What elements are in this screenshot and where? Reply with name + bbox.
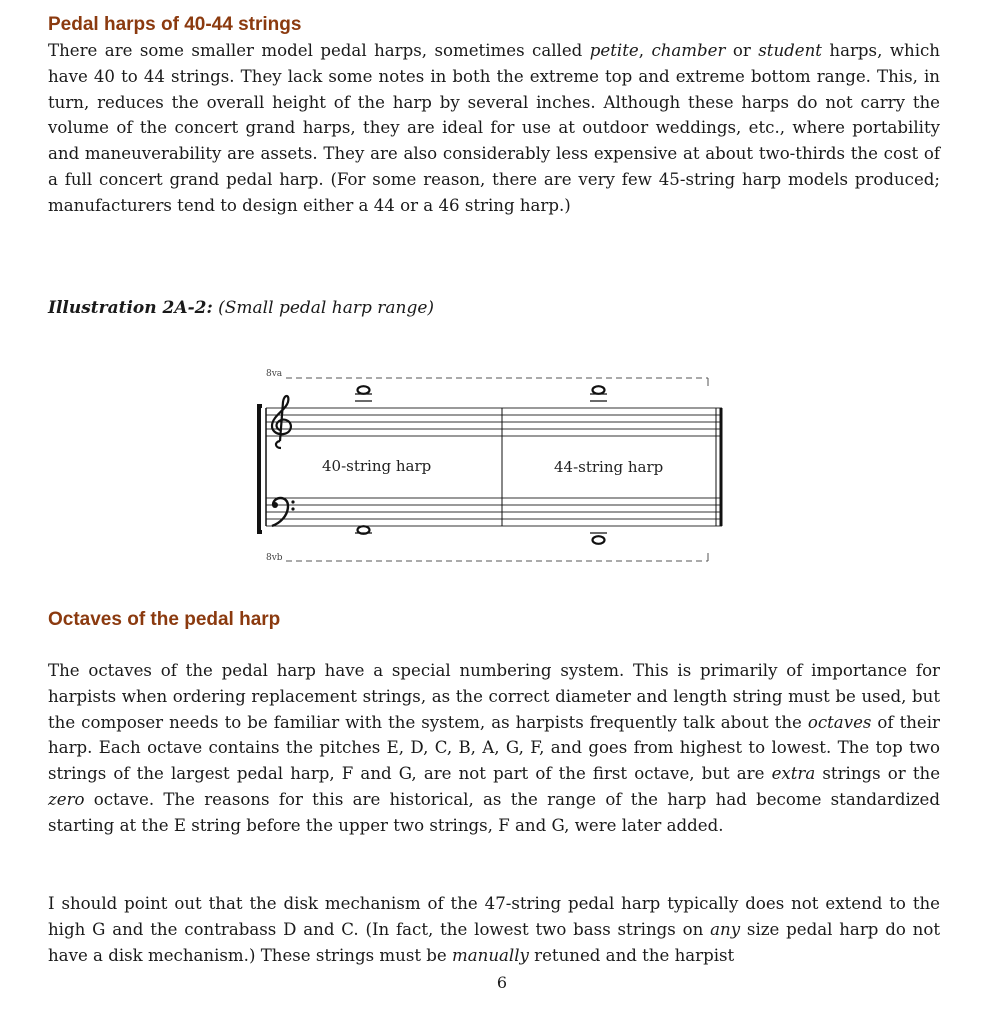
emphasis-text: student <box>758 41 822 60</box>
emphasis-text: petite <box>589 41 639 60</box>
ottava-bassa-mark: 8vb <box>266 553 283 563</box>
paragraph-disk-mechanism: I should point out that the disk mechanism of the 47-string pedal harp typically does not extend to the high G and the contrabass D and C. (In fact, the lowest two bass strings on any size pedal harp do not have a disk mechanism.) These strings must be manually retuned and the harpist <box>48 894 940 965</box>
measure-label-44-string: 44-string harp <box>554 458 664 476</box>
page-number: 6 <box>496 973 508 992</box>
emphasis-text: any <box>710 919 741 939</box>
illustration-description: (Small pedal harp range) <box>218 298 435 318</box>
emphasis-text: zero <box>48 789 85 809</box>
paragraph-small-pedal-harps: There are some smaller model pedal harps, sometimes called petite, chamber or student harps, which have 40 to 44 strings. They lack some notes in both the extreme top and extreme bottom range. This, in turn, reduces the overall height of the harp by several inches. Although these harps do not carry the volume of the concert grand harps, they are ideal for use at outdoor weddings, etc., where portability and maneuverability are assets. They are also considerably less expensive at about two-thirds the cost of a full concert grand pedal harp. (For some reason, there are very few 45-string harp models produced; manufacturers tend to design either a 44 or a 46 string harp.) <box>48 41 940 215</box>
note-low-44-string <box>590 533 607 544</box>
illustration-caption <box>48 298 434 318</box>
emphasis-text: octaves <box>807 712 872 732</box>
measure-label-40-string: 40-string harp <box>322 457 432 475</box>
note-high-40-string <box>355 386 372 401</box>
illustration-label: Illustration 2A-2: <box>48 298 213 318</box>
paragraph-octaves: The octaves of the pedal harp have a special numbering system. This is primarily of importance for harpists when ordering replacement strings, as the correct diameter and length string must be used, but the composer needs to be familiar with the system, as harpists frequently talk about the octaves of their harp. Each octave contains the pitches E, D, C, B, A, G, F, and goes from highest to lowest. The top two strings of the largest pedal harp, F and G, are not part of the first octave, but are extra strings or the zero octave. The reasons for this are historical, as the range of the harp had become standardized starting at the E string before the upper two strings, F and G, were later added. <box>48 661 941 835</box>
treble-staff <box>266 408 722 436</box>
note-low-40-string <box>355 526 372 534</box>
emphasis-text: extra <box>771 764 816 784</box>
section-heading-octaves: Octaves of the pedal harp <box>48 609 281 630</box>
note-high-44-string <box>590 386 607 401</box>
system-brace <box>259 406 262 532</box>
music-staff-figure <box>250 360 730 575</box>
ottava-alta-mark: 8va <box>266 369 283 379</box>
emphasis-text: chamber <box>651 41 726 60</box>
emphasis-text: manually <box>452 945 529 965</box>
section-heading-small-pedal-harps: Pedal harps of 40-44 strings <box>48 14 302 35</box>
bass-staff <box>266 498 722 526</box>
